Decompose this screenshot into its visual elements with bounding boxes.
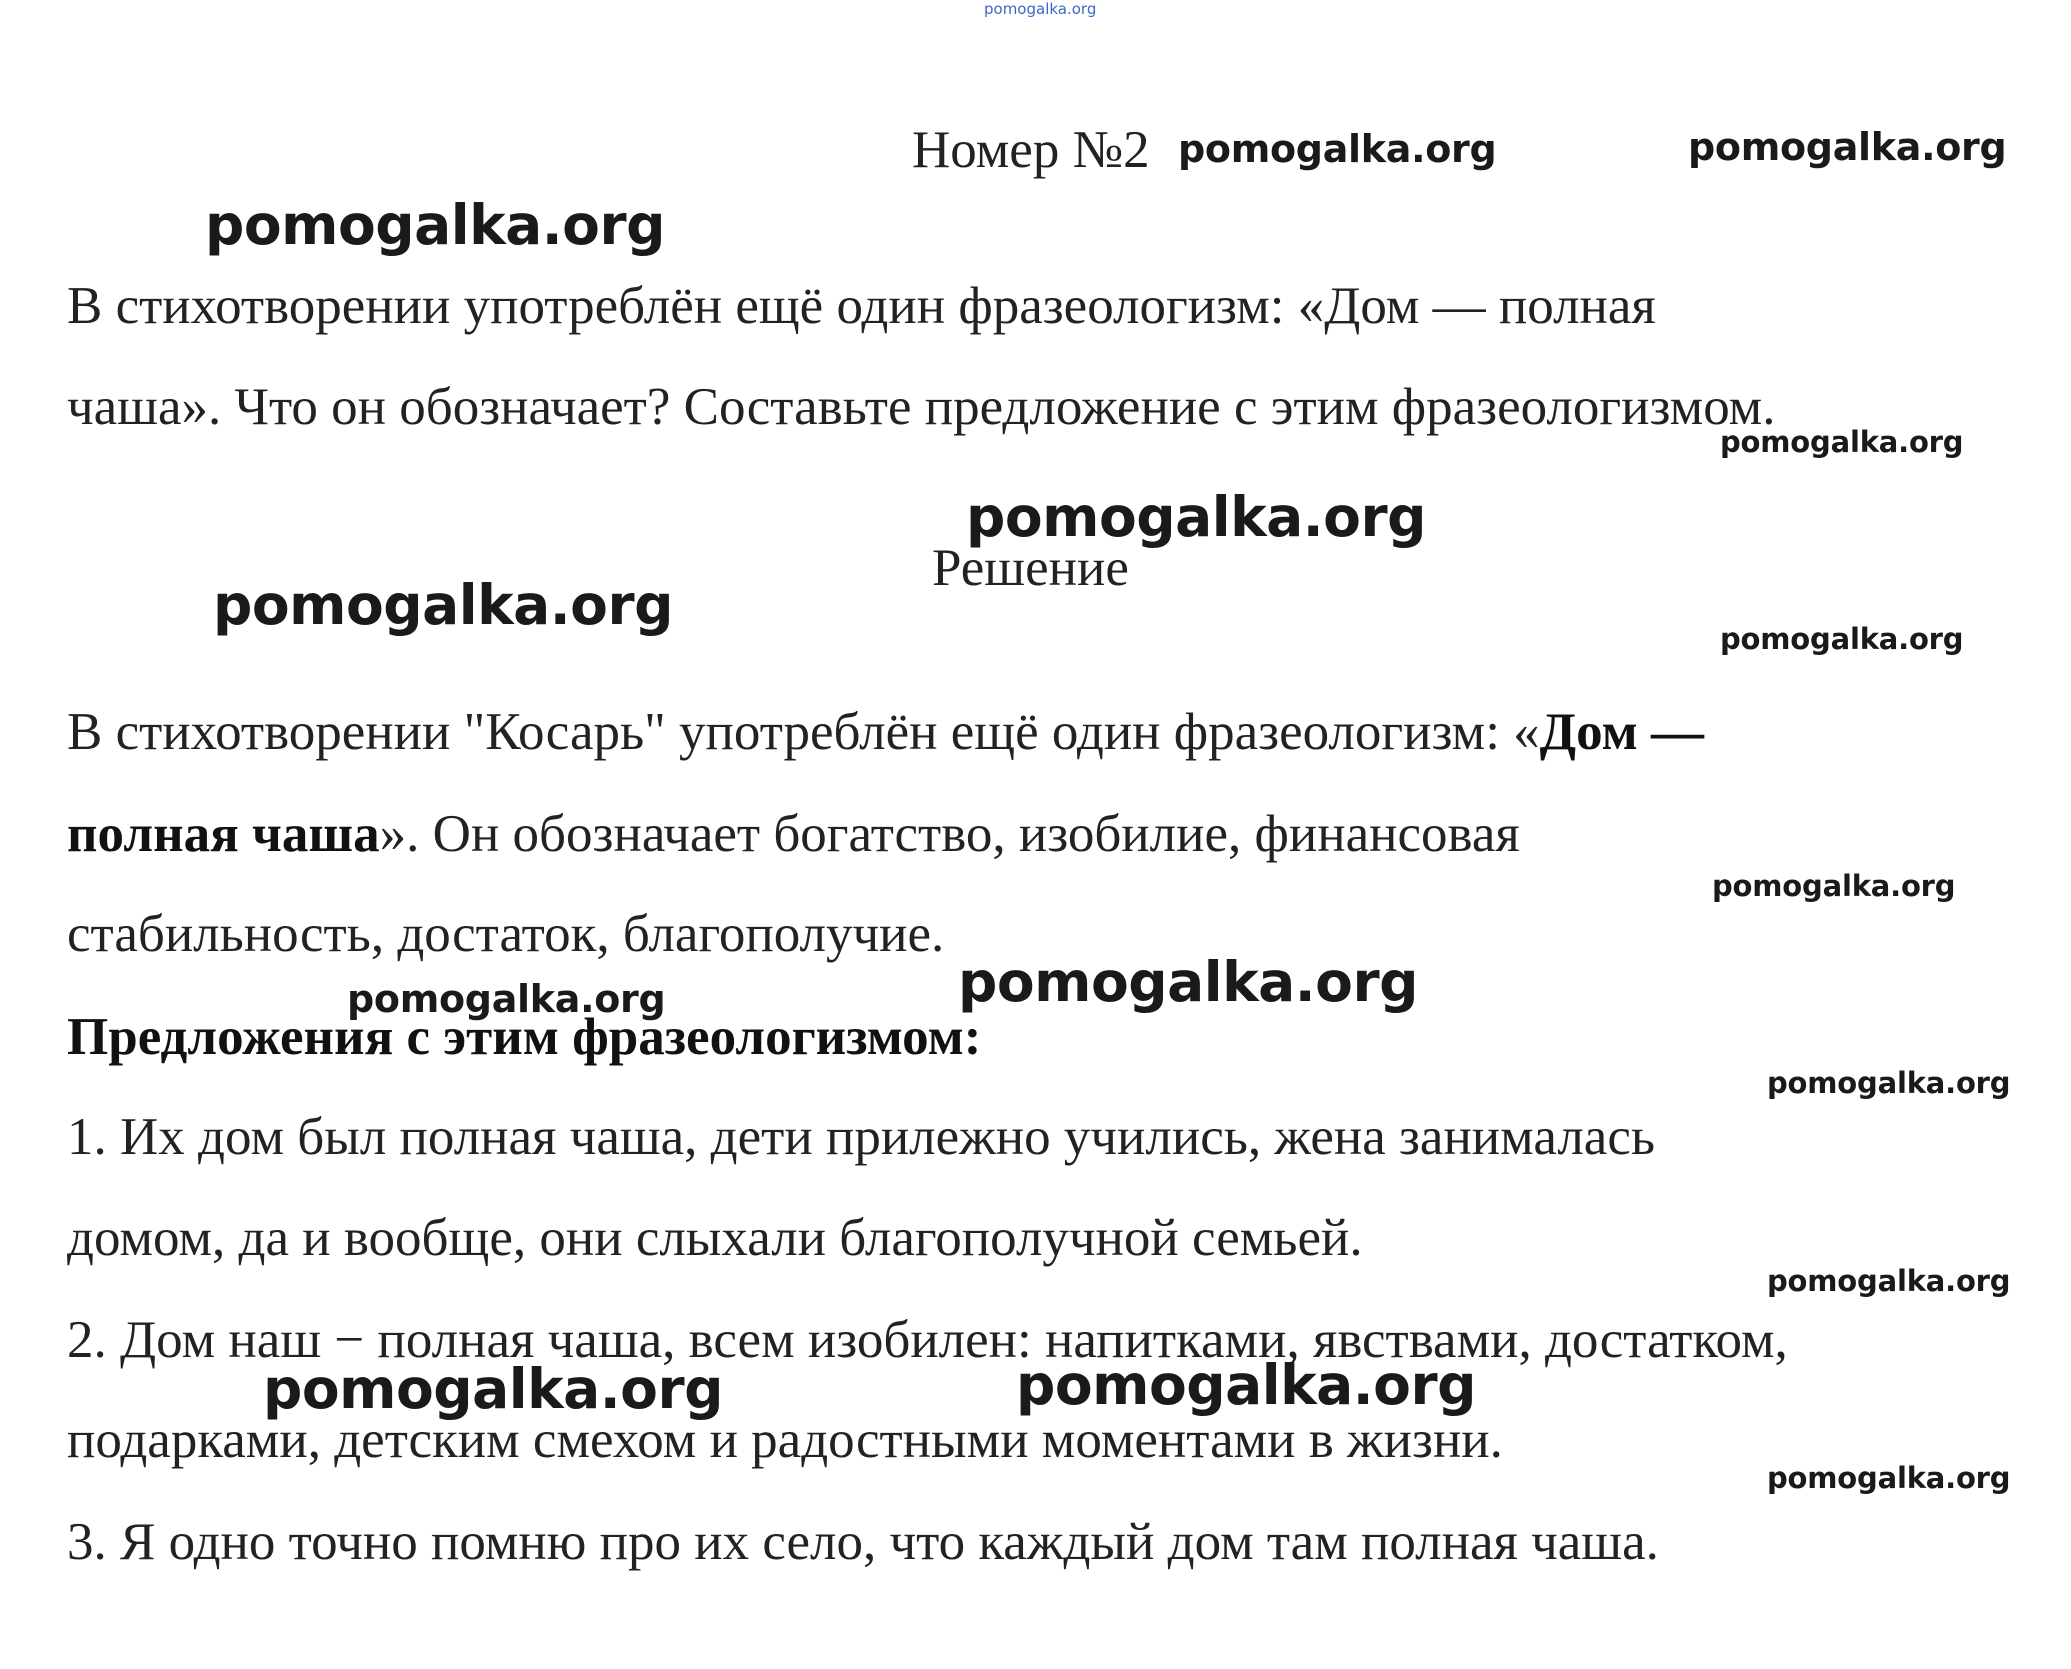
solution-line-2 [67, 804, 1520, 864]
solution-line-3: стабильность, достаток, благополучие. [67, 905, 945, 963]
watermark-12: pomogalka.org [1767, 1264, 2011, 1298]
solution-line-1 [67, 702, 1704, 762]
watermark-10: pomogalka.org [958, 950, 1418, 1014]
watermark-1: pomogalka.org [1178, 127, 1497, 171]
sentences-heading-text: Предложения с этим фразеологизмом: [67, 1008, 982, 1066]
watermark-13: pomogalka.org [263, 1357, 723, 1421]
sentence-1-line-1: 1. Их дом был полная чаша, дети прилежно учились, жена занималась [67, 1108, 1656, 1166]
sentence-3-line-1: 3. Я одно точно помню про их село, что каждый дом там полная чаша. [67, 1513, 1659, 1571]
watermark-6: pomogalka.org [213, 573, 673, 637]
watermark-11: pomogalka.org [1767, 1066, 2011, 1100]
watermark-9: pomogalka.org [347, 977, 666, 1021]
top-watermark-link[interactable]: pomogalka.org [984, 0, 1097, 18]
page-title: Номер №2 [912, 121, 1150, 179]
sentence-1-line-2: домом, да и вообще, они слыхали благополучной семьей. [67, 1209, 1363, 1267]
idiom-bold-2: полная чаша [67, 805, 380, 863]
idiom-bold-1: Дом — [1539, 703, 1704, 761]
watermark-4: pomogalka.org [1720, 425, 1964, 459]
solution-line-1-text: В стихотворении "Косарь" употреблён ещё один фразеологизм: « [67, 703, 1540, 761]
solution-line-2-text: ». Он обозначает богатство, изобилие, финансовая [379, 805, 1520, 863]
watermark-15: pomogalka.org [1767, 1461, 2011, 1495]
task-line-2: чаша». Что он обозначает? Составьте предложение с этим фразеологизмом. [67, 378, 1776, 436]
solution-heading: Решение [932, 539, 1129, 597]
watermark-7: pomogalka.org [1720, 622, 1964, 656]
watermark-14: pomogalka.org [1016, 1353, 1476, 1417]
watermark-3: pomogalka.org [205, 193, 665, 257]
watermark-5: pomogalka.org [966, 485, 1426, 549]
watermark-8: pomogalka.org [1712, 869, 1956, 903]
sentence-2-line-2: подарками, детским смехом и радостными моментами в жизни. [67, 1411, 1503, 1469]
watermark-2: pomogalka.org [1688, 125, 2007, 169]
task-line-1: В стихотворении употреблён ещё один фразеологизм: «Дом — полная [67, 277, 1656, 335]
sentence-2-line-1: 2. Дом наш − полная чаша, всем изобилен: напитками, явствами, достатком, [67, 1311, 1788, 1369]
